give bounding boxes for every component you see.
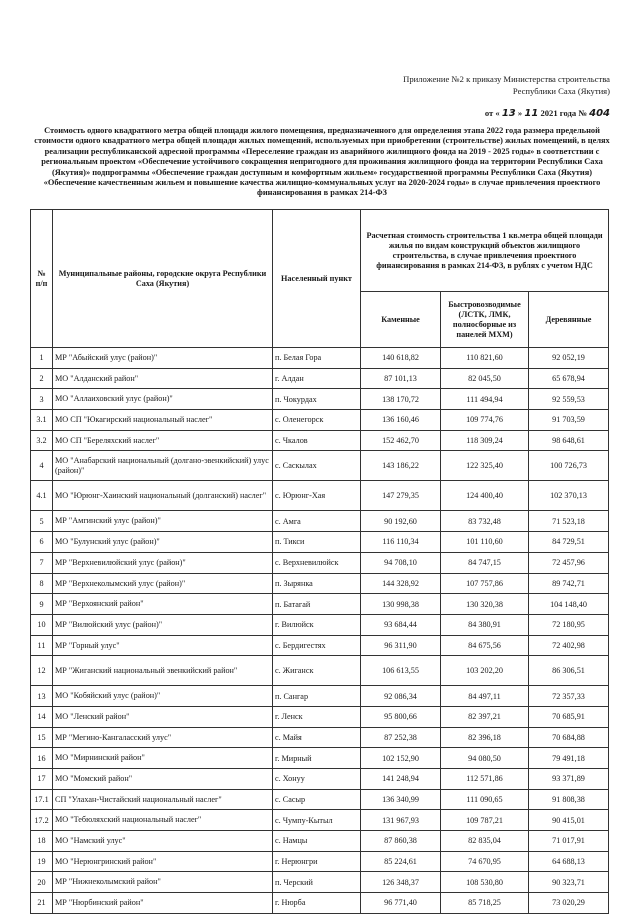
row-stone-cost: 87 101,13	[361, 368, 441, 389]
row-wood-cost: 90 323,71	[529, 872, 609, 893]
table-row	[31, 635, 609, 656]
row-settlement: п. Белая Гора	[273, 348, 361, 369]
table-row	[31, 594, 609, 615]
row-prefab-cost: 108 530,80	[441, 872, 529, 893]
table-row	[31, 893, 609, 914]
row-num: 12	[31, 656, 53, 686]
row-settlement: с. Майя	[273, 727, 361, 748]
row-wood-cost: 71 523,18	[529, 511, 609, 532]
row-stone-cost: 102 152,90	[361, 748, 441, 769]
table-row	[31, 481, 609, 511]
row-municipality: МО "Булунский улус (район)"	[53, 532, 273, 553]
row-wood-cost: 100 726,73	[529, 451, 609, 481]
appendix-line-1: Приложение №2 к приказу Министерства строительства	[403, 74, 610, 84]
order-number: 404	[589, 108, 610, 119]
row-settlement: г. Мирный	[273, 748, 361, 769]
row-stone-cost: 131 967,93	[361, 810, 441, 831]
table-row	[31, 389, 609, 410]
table-row	[31, 789, 609, 810]
document-title: Стоимость одного квадратного метра общей площади жилого помещения, предназначенного для определения этапа 2022 года размера предельной стоимости одного квадратного метра общей площади жилых помещений, используемых при приобретении (строительстве) жилых помещений, в целях реализации республиканской адресной программы «Переселение граждан из аварийного жилищного фонда на 2019 - 2025 годы» в соответствии с региональным проектом «Обеспечение устойчивого сокращения непригодного для проживания жилищного фонда на территории Республики Саха (Якутия)» подпрограммы «Обеспечение граждан доступным и комфортным жильем» государственной программы Республики Саха (Якутия) «Обеспечение качественным жильем и повышение качества жилищно-коммунальных услуг на 2020-2024 годы» в случае привлечения проектного финансирования в рамках 214-ФЗ	[34, 126, 610, 198]
row-wood-cost: 86 306,51	[529, 656, 609, 686]
row-municipality: МО "Юрюнг-Хаинский национальный (долганский) наслег"	[53, 481, 273, 511]
row-stone-cost: 92 086,34	[361, 686, 441, 707]
row-prefab-cost: 107 757,86	[441, 573, 529, 594]
row-stone-cost: 90 192,60	[361, 511, 441, 532]
row-prefab-cost: 84 497,11	[441, 686, 529, 707]
header-num: № п/п	[31, 210, 53, 348]
row-municipality: МО "Тебюляхский национальный наслег"	[53, 810, 273, 831]
row-stone-cost: 87 252,38	[361, 727, 441, 748]
row-settlement: п. Сангар	[273, 686, 361, 707]
appendix-line-2: Республики Саха (Якутия)	[512, 86, 610, 96]
row-settlement: с. Саскылах	[273, 451, 361, 481]
row-wood-cost: 92 559,53	[529, 389, 609, 410]
row-settlement: п. Батагай	[273, 594, 361, 615]
row-num: 18	[31, 831, 53, 852]
table-row	[31, 410, 609, 431]
row-wood-cost: 104 148,40	[529, 594, 609, 615]
row-num: 14	[31, 706, 53, 727]
row-municipality: МО СП "Береляхский наслег"	[53, 430, 273, 451]
row-settlement: г. Алдан	[273, 368, 361, 389]
row-wood-cost: 79 491,18	[529, 748, 609, 769]
row-wood-cost: 70 685,91	[529, 706, 609, 727]
row-wood-cost: 72 357,33	[529, 686, 609, 707]
row-wood-cost: 65 678,94	[529, 368, 609, 389]
row-settlement: п. Тикси	[273, 532, 361, 553]
table-row	[31, 511, 609, 532]
row-municipality: МР "Нюрбинский район"	[53, 893, 273, 914]
header-prefab: Быстровозводимые (ЛСТК, ЛМК, полносборные из панелей МХМ)	[441, 292, 529, 348]
row-wood-cost: 92 052,19	[529, 348, 609, 369]
row-num: 3.1	[31, 410, 53, 431]
header-settlement: Населенный пункт	[273, 210, 361, 348]
row-num: 17.1	[31, 789, 53, 810]
table-row	[31, 573, 609, 594]
row-wood-cost: 72 457,96	[529, 552, 609, 573]
row-num: 11	[31, 635, 53, 656]
row-wood-cost: 98 648,61	[529, 430, 609, 451]
row-num: 2	[31, 368, 53, 389]
row-num: 10	[31, 614, 53, 635]
row-num: 1	[31, 348, 53, 369]
row-prefab-cost: 85 718,25	[441, 893, 529, 914]
row-prefab-cost: 82 835,04	[441, 831, 529, 852]
row-stone-cost: 152 462,70	[361, 430, 441, 451]
row-settlement: с. Бердигестях	[273, 635, 361, 656]
row-municipality: МР "Верхнеколымский улус (район)"	[53, 573, 273, 594]
row-wood-cost: 91 703,59	[529, 410, 609, 431]
row-settlement: с. Чкалов	[273, 430, 361, 451]
row-prefab-cost: 103 202,20	[441, 656, 529, 686]
row-prefab-cost: 130 320,38	[441, 594, 529, 615]
order-day: 13	[501, 108, 516, 119]
row-wood-cost: 73 020,29	[529, 893, 609, 914]
table-row	[31, 769, 609, 790]
table-row	[31, 748, 609, 769]
row-wood-cost: 64 688,13	[529, 851, 609, 872]
row-prefab-cost: 109 774,76	[441, 410, 529, 431]
row-prefab-cost: 74 670,95	[441, 851, 529, 872]
header-cost-group: Расчетная стоимость строительства 1 кв.метра общей площади жилья по видам конструкций объектов жилищного строительства, в случае привлечения проектного финансирования в рамках 214-ФЗ, в рублях с учетом НДС	[361, 210, 609, 292]
row-municipality: МО "Нерюнгринский район"	[53, 851, 273, 872]
row-prefab-cost: 84 380,91	[441, 614, 529, 635]
row-num: 3.2	[31, 430, 53, 451]
row-num: 4	[31, 451, 53, 481]
row-settlement: с. Чумпу-Кытыл	[273, 810, 361, 831]
cost-table	[30, 209, 609, 914]
row-wood-cost: 71 017,91	[529, 831, 609, 852]
row-settlement: с. Хонуу	[273, 769, 361, 790]
row-prefab-cost: 101 110,60	[441, 532, 529, 553]
row-settlement: с. Сасыр	[273, 789, 361, 810]
row-stone-cost: 136 160,46	[361, 410, 441, 431]
row-municipality: МР "Абыйский улус (район)"	[53, 348, 273, 369]
row-num: 19	[31, 851, 53, 872]
row-wood-cost: 89 742,71	[529, 573, 609, 594]
row-stone-cost: 93 684,44	[361, 614, 441, 635]
order-prefix: от «	[484, 108, 500, 118]
row-wood-cost: 93 371,89	[529, 769, 609, 790]
row-num: 17	[31, 769, 53, 790]
row-prefab-cost: 124 400,40	[441, 481, 529, 511]
row-num: 7	[31, 552, 53, 573]
row-num: 17.2	[31, 810, 53, 831]
row-num: 20	[31, 872, 53, 893]
order-year-suffix: 2021 года №	[540, 108, 587, 118]
row-settlement: г. Вилюйск	[273, 614, 361, 635]
table-row	[31, 451, 609, 481]
row-num: 16	[31, 748, 53, 769]
row-prefab-cost: 83 732,48	[441, 511, 529, 532]
row-num: 8	[31, 573, 53, 594]
table-row	[31, 851, 609, 872]
table-row	[31, 706, 609, 727]
row-stone-cost: 95 800,66	[361, 706, 441, 727]
row-settlement: г. Нерюнгри	[273, 851, 361, 872]
table-row	[31, 614, 609, 635]
row-stone-cost: 94 708,10	[361, 552, 441, 573]
order-line	[350, 107, 610, 120]
row-stone-cost: 126 348,37	[361, 872, 441, 893]
row-municipality: МО "Момский район"	[53, 769, 273, 790]
row-prefab-cost: 111 494,94	[441, 389, 529, 410]
table-row	[31, 552, 609, 573]
appendix-header	[350, 73, 610, 120]
row-wood-cost: 72 402,98	[529, 635, 609, 656]
row-municipality: МО СП "Юкагирский национальный наслег"	[53, 410, 273, 431]
row-wood-cost: 72 180,95	[529, 614, 609, 635]
row-municipality: МО "Анабарский национальный (долгано-эвенкийский) улус (район)"	[53, 451, 273, 481]
table-body	[31, 348, 609, 914]
row-municipality: МО "Кобяйский улус (район)"	[53, 686, 273, 707]
table-row	[31, 872, 609, 893]
row-settlement: с. Жиганск	[273, 656, 361, 686]
row-num: 15	[31, 727, 53, 748]
row-stone-cost: 141 248,94	[361, 769, 441, 790]
row-num: 5	[31, 511, 53, 532]
row-num: 3	[31, 389, 53, 410]
table-row	[31, 831, 609, 852]
row-stone-cost: 140 618,82	[361, 348, 441, 369]
row-prefab-cost: 112 571,86	[441, 769, 529, 790]
row-num: 13	[31, 686, 53, 707]
row-settlement: с. Верхневилюйск	[273, 552, 361, 573]
row-stone-cost: 144 328,92	[361, 573, 441, 594]
row-wood-cost: 90 415,01	[529, 810, 609, 831]
row-prefab-cost: 84 747,15	[441, 552, 529, 573]
row-stone-cost: 130 998,38	[361, 594, 441, 615]
order-sep: »	[517, 108, 523, 118]
row-municipality: МР "Жиганский национальный эвенкийский район"	[53, 656, 273, 686]
row-municipality: МР "Амгинский улус (район)"	[53, 511, 273, 532]
row-stone-cost: 147 279,35	[361, 481, 441, 511]
row-wood-cost: 102 370,13	[529, 481, 609, 511]
table-row	[31, 532, 609, 553]
header-stone: Каменные	[361, 292, 441, 348]
row-prefab-cost: 122 325,40	[441, 451, 529, 481]
row-stone-cost: 143 186,22	[361, 451, 441, 481]
row-municipality: МО "Мирнинский район"	[53, 748, 273, 769]
row-municipality: МО "Ленский район"	[53, 706, 273, 727]
row-stone-cost: 85 224,61	[361, 851, 441, 872]
table-row	[31, 348, 609, 369]
row-municipality: МО "Намский улус"	[53, 831, 273, 852]
row-municipality: МР "Верхоянский район"	[53, 594, 273, 615]
header-wood: Деревянные	[529, 292, 609, 348]
row-prefab-cost: 118 309,24	[441, 430, 529, 451]
row-stone-cost: 136 340,99	[361, 789, 441, 810]
row-num: 21	[31, 893, 53, 914]
row-settlement: с. Амга	[273, 511, 361, 532]
row-municipality: МР "Нижнеколымский район"	[53, 872, 273, 893]
row-municipality: МО "Аллаиховский улус (район)"	[53, 389, 273, 410]
row-municipality: МО "Алданский район"	[53, 368, 273, 389]
header-municipality: Муниципальные районы, городские округа Республики Саха (Якутия)	[53, 210, 273, 348]
row-prefab-cost: 110 821,60	[441, 348, 529, 369]
row-prefab-cost: 82 397,21	[441, 706, 529, 727]
row-settlement: с. Юрюнг-Хая	[273, 481, 361, 511]
table-row	[31, 810, 609, 831]
row-municipality: МР "Мегино-Кангаласский улус"	[53, 727, 273, 748]
row-settlement: с. Намцы	[273, 831, 361, 852]
table-row	[31, 656, 609, 686]
row-municipality: МР "Вилюйский улус (район)"	[53, 614, 273, 635]
row-stone-cost: 96 771,40	[361, 893, 441, 914]
row-prefab-cost: 82 045,50	[441, 368, 529, 389]
row-stone-cost: 106 613,55	[361, 656, 441, 686]
row-num: 6	[31, 532, 53, 553]
order-month: 11	[524, 108, 539, 119]
table-row	[31, 368, 609, 389]
row-wood-cost: 91 808,38	[529, 789, 609, 810]
row-prefab-cost: 111 090,65	[441, 789, 529, 810]
row-settlement: г. Нюрба	[273, 893, 361, 914]
row-settlement: п. Зырянка	[273, 573, 361, 594]
row-num: 4.1	[31, 481, 53, 511]
row-prefab-cost: 84 675,56	[441, 635, 529, 656]
row-settlement: п. Черский	[273, 872, 361, 893]
row-num: 9	[31, 594, 53, 615]
row-stone-cost: 116 110,34	[361, 532, 441, 553]
row-settlement: п. Чокурдах	[273, 389, 361, 410]
table-row	[31, 727, 609, 748]
row-wood-cost: 70 684,88	[529, 727, 609, 748]
row-stone-cost: 138 170,72	[361, 389, 441, 410]
row-settlement: г. Ленск	[273, 706, 361, 727]
row-prefab-cost: 109 787,21	[441, 810, 529, 831]
row-municipality: МР "Горный улус"	[53, 635, 273, 656]
row-stone-cost: 87 860,38	[361, 831, 441, 852]
row-prefab-cost: 82 396,18	[441, 727, 529, 748]
row-settlement: с. Оленегорск	[273, 410, 361, 431]
row-municipality: СП "Улахан-Чистайский национальный наслег"	[53, 789, 273, 810]
row-stone-cost: 96 311,90	[361, 635, 441, 656]
table-row	[31, 430, 609, 451]
table-row	[31, 686, 609, 707]
row-prefab-cost: 94 080,50	[441, 748, 529, 769]
row-municipality: МР "Верхневилюйский улус (район)"	[53, 552, 273, 573]
row-wood-cost: 84 729,51	[529, 532, 609, 553]
